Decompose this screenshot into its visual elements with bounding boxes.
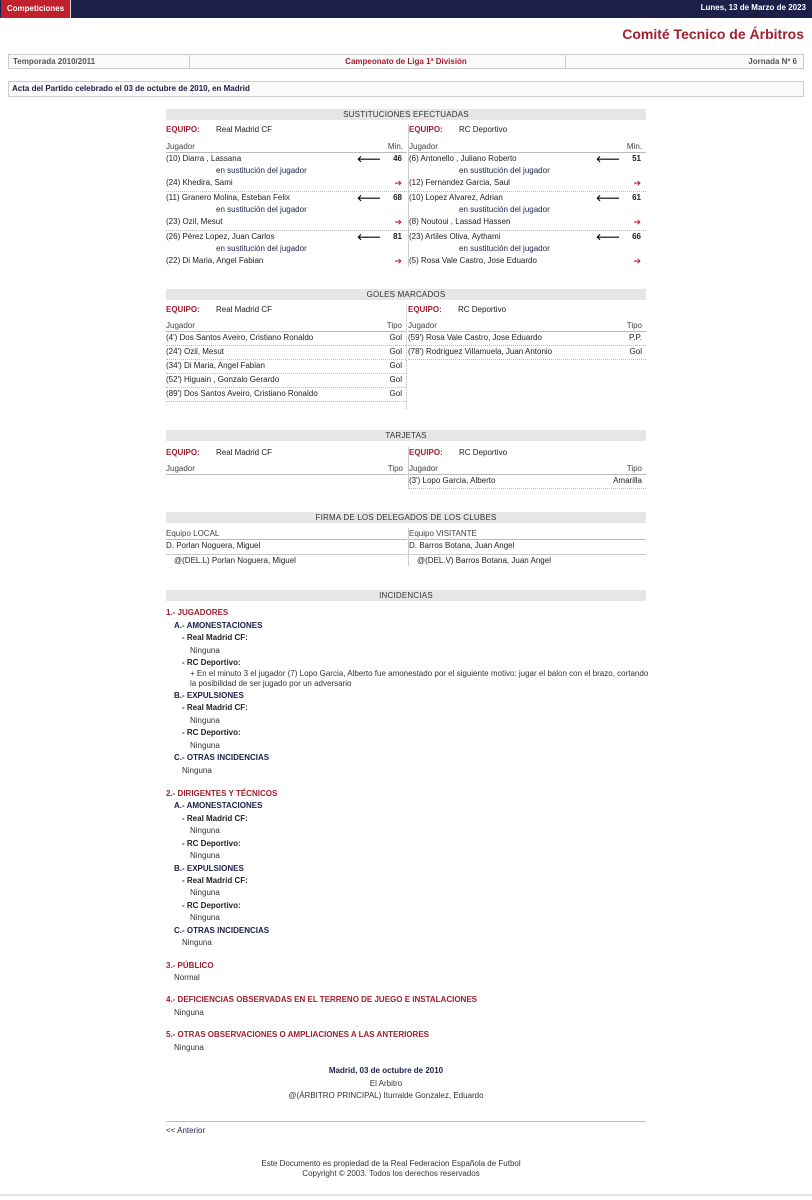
visit-delegate: D. Barros Botana, Juan Angel	[409, 541, 515, 550]
equipo-label: EQUIPO:	[166, 448, 200, 457]
footer-line2: Copyright © 2003. Todos los derechos reservados	[302, 1169, 480, 1178]
inc-value: Ninguna	[190, 826, 220, 835]
inc-publico: 3.- PÚBLICO	[166, 961, 214, 970]
sub-minute: 81	[393, 232, 402, 241]
inc-amonestacion-text: + En el minuto 3 el jugador (7) Lopo Garcia, Alberto fue amonestado por el siguiente motivo: jugar el balon con el brazo, cortando la posibilidad de ser jugado por un adversario	[190, 669, 649, 688]
goal-player: (4') Dos Santos Aveiro, Cristiano Ronaldo	[166, 333, 314, 342]
inc-value: Normal	[174, 973, 200, 982]
inc-value: Ninguna	[182, 938, 212, 947]
cards-section	[166, 430, 646, 492]
inc-value: Ninguna	[190, 741, 220, 750]
col-tipo: Tipo	[387, 464, 403, 473]
goal-type: Gol	[389, 333, 402, 342]
cards-local	[166, 447, 407, 475]
inc-team-visit: - RC Deportivo:	[182, 901, 241, 910]
local-label: Equipo LOCAL	[166, 529, 220, 538]
acta-title: Acta del Partido celebrado el 03 de octubre de 2010, en Madrid	[8, 81, 804, 97]
team-name: Real Madrid CF	[216, 125, 273, 134]
sub-note: en sustitución del jugador	[216, 166, 307, 175]
inc-otras: C.- OTRAS INCIDENCIAS	[174, 753, 270, 762]
col-jugador: Jugador	[409, 464, 438, 473]
col-min: Min.	[626, 142, 642, 151]
inc-team-visit: - RC Deportivo:	[182, 839, 241, 848]
inc-value: Ninguna	[174, 1008, 204, 1017]
inc-value: Ninguna	[174, 1043, 204, 1052]
sub-note: en sustitución del jugador	[459, 205, 550, 214]
col-tipo: Tipo	[386, 321, 402, 330]
goal-type: Gol	[389, 375, 402, 384]
goals-visitante	[408, 304, 646, 360]
delegates-section	[166, 512, 646, 572]
player-in: (23) Artiles Oliva, Aythami	[409, 232, 501, 241]
player-out: (24) Khedira, Sami	[166, 178, 233, 187]
arrow-right-icon: ➔	[394, 217, 402, 227]
anterior-link[interactable]: << Anterior	[166, 1126, 206, 1135]
championship-label: Campeonato de Liga 1ª División	[345, 57, 467, 66]
goal-type: Gol	[629, 347, 642, 356]
substitutions-local	[166, 124, 407, 267]
col-jugador: Jugador	[166, 464, 195, 473]
arrow-left-icon: 🡐	[356, 193, 381, 203]
card-type: Amarilla	[613, 476, 642, 485]
team-name: RC Deportivo	[459, 125, 508, 134]
match-info-bar	[8, 54, 804, 69]
inc-team-local: - Real Madrid CF:	[182, 814, 248, 823]
equipo-label: EQUIPO:	[408, 305, 442, 314]
inc-jugadores: 1.- JUGADORES	[166, 608, 229, 617]
team-name: RC Deportivo	[458, 305, 507, 314]
inc-team-local: - Real Madrid CF:	[182, 703, 248, 712]
card-player: (3') Lopo Garcia, Alberto	[409, 476, 496, 485]
player-out: (5) Rosa Vale Castro, Jose Eduardo	[409, 256, 537, 265]
inc-value: Ninguna	[190, 851, 220, 860]
arrow-left-icon: 🡐	[595, 193, 620, 203]
current-date: Lunes, 13 de Marzo de 2023	[700, 3, 806, 12]
sub-minute: 51	[632, 154, 641, 163]
sub-note: en sustitución del jugador	[459, 166, 550, 175]
equipo-label: EQUIPO:	[409, 125, 443, 134]
player-in: (10) Diarra , Lassana	[166, 154, 242, 163]
inc-dirigentes: 2.- DIRIGENTES Y TÉCNICOS	[166, 789, 278, 798]
local-signature: @(DEL.L) Porlan Noguera, Miguel	[174, 556, 296, 565]
section-heading: FIRMA DE LOS DELEGADOS DE LOS CLUBES	[166, 512, 646, 523]
goal-type: Gol	[389, 361, 402, 370]
visit-label: Equipo VISITANTE	[409, 529, 477, 538]
footer-line1: Este Documento es propiedad de la Real Federacion Española de Futbol	[261, 1159, 521, 1168]
player-in: (26) Pérez Lopez, Juan Carlos	[166, 232, 275, 241]
visit-signature: @(DEL.V) Barros Botana, Juan Angel	[417, 556, 551, 565]
equipo-label: EQUIPO:	[166, 305, 200, 314]
equipo-label: EQUIPO:	[166, 125, 200, 134]
team-name: Real Madrid CF	[216, 305, 273, 314]
arrow-left-icon: 🡐	[356, 232, 381, 242]
goal-type: P.P.	[628, 333, 642, 342]
player-out: (23) Ozil, Mesut	[166, 217, 223, 226]
col-jugador: Jugador	[166, 142, 195, 151]
goal-player: (34') Di Maria, Angel Fabian	[166, 361, 265, 370]
inc-value: Ninguna	[190, 716, 220, 725]
arrow-right-icon: ➔	[394, 256, 402, 266]
top-nav-bar	[0, 0, 812, 18]
sub-minute: 61	[632, 193, 641, 202]
page-title: Comité Tecnico de Árbitros	[622, 26, 804, 42]
inc-amonestaciones: A.- AMONESTACIONES	[174, 621, 263, 630]
season-label: Temporada 2010/2011	[13, 57, 96, 66]
inc-deficiencias: 4.- DEFICIENCIAS OBSERVADAS EN EL TERRENO DE JUEGO E INSTALACIONES	[166, 995, 478, 1004]
sub-minute: 68	[393, 193, 402, 202]
col-tipo: Tipo	[626, 464, 642, 473]
inc-team-visit: - RC Deportivo:	[182, 728, 241, 737]
inc-value: Ninguna	[190, 913, 220, 922]
sub-minute: 46	[393, 154, 402, 163]
col-jugador: Jugador	[408, 321, 437, 330]
team-name: RC Deportivo	[459, 448, 508, 457]
goals-section	[166, 289, 646, 411]
substitutions-section	[166, 109, 646, 267]
col-min: Min.	[387, 142, 403, 151]
inc-team-visit: - RC Deportivo:	[182, 658, 241, 667]
inc-observaciones: 5.- OTRAS OBSERVACIONES O AMPLIACIONES A LAS ANTERIORES	[166, 1030, 429, 1039]
signature-role: El Arbitro	[369, 1079, 403, 1088]
inc-expulsiones: B.- EXPULSIONES	[174, 691, 244, 700]
player-out: (12) Fernandez Garcia, Saul	[409, 178, 510, 187]
section-heading: SUSTITUCIONES EFECTUADAS	[166, 109, 646, 120]
player-in: (11) Granero Molina, Esteban Felix	[166, 193, 290, 202]
arrow-left-icon: 🡐	[595, 154, 620, 164]
arrow-right-icon: ➔	[394, 178, 402, 188]
team-name: Real Madrid CF	[216, 448, 273, 457]
section-heading: INCIDENCIAS	[166, 590, 646, 601]
equipo-label: EQUIPO:	[409, 448, 443, 457]
signature-name: @(ÁRBITRO PRINCIPAL) Iturralde Gonzalez, Eduardo	[288, 1091, 484, 1100]
goal-player: (24') Ozil, Mesut	[166, 347, 224, 356]
inc-value: Ninguna	[182, 766, 212, 775]
goal-player: (89') Dos Santos Aveiro, Cristiano Ronaldo	[166, 389, 318, 398]
local-delegate: D. Porlan Noguera, Miguel	[166, 541, 261, 550]
cards-visitante	[408, 447, 646, 489]
goal-player: (78') Rodriguez Villamuela, Juan Antonio	[408, 347, 553, 356]
col-jugador: Jugador	[409, 142, 438, 151]
inc-value: Ninguna	[190, 888, 220, 897]
goal-type: Gol	[389, 389, 402, 398]
col-tipo: Tipo	[626, 321, 642, 330]
arrow-left-icon: 🡐	[595, 232, 620, 242]
player-out: (22) Di Maria, Angel Fabian	[166, 256, 264, 265]
jornada-label: Jornada Nº 6	[748, 57, 797, 66]
sub-minute: 66	[632, 232, 641, 241]
arrow-right-icon: ➔	[633, 217, 641, 227]
inc-team-local: - Real Madrid CF:	[182, 876, 248, 885]
inc-expulsiones: B.- EXPULSIONES	[174, 864, 244, 873]
arrow-right-icon: ➔	[633, 178, 641, 188]
delegate-local	[166, 528, 407, 566]
col-jugador: Jugador	[166, 321, 195, 330]
sub-note: en sustitución del jugador	[459, 244, 550, 253]
divider	[565, 55, 566, 68]
goal-player: (52') Higuain , Gonzalo Gerardo	[166, 375, 280, 384]
goals-local	[166, 304, 407, 409]
inc-amonestaciones: A.- AMONESTACIONES	[174, 801, 263, 810]
player-in: (10) Lopez Alvarez, Adrian	[409, 193, 503, 202]
signature-place-date: Madrid, 03 de octubre de 2010	[328, 1066, 444, 1075]
incidents-section	[166, 590, 646, 601]
sub-note: en sustitución del jugador	[216, 205, 307, 214]
arrow-right-icon: ➔	[633, 256, 641, 266]
tab-competiciones[interactable]: Competiciones	[1, 0, 71, 18]
player-out: (8) Noutoui , Lassad Hassen	[409, 217, 511, 226]
section-heading: TARJETAS	[166, 430, 646, 441]
inc-otras: C.- OTRAS INCIDENCIAS	[174, 926, 270, 935]
divider	[166, 1121, 646, 1122]
section-heading: GOLES MARCADOS	[166, 289, 646, 300]
sub-note: en sustitución del jugador	[216, 244, 307, 253]
goal-type: Gol	[389, 347, 402, 356]
player-in: (6) Antonello , Juliano Roberto	[409, 154, 517, 163]
inc-team-local: - Real Madrid CF:	[182, 633, 248, 642]
substitutions-visitante	[408, 124, 646, 267]
goal-player: (59') Rosa Vale Castro, Jose Eduardo	[408, 333, 542, 342]
footer-divider	[0, 1194, 812, 1196]
inc-value: Ninguna	[190, 646, 220, 655]
delegate-visitante	[408, 528, 646, 566]
arrow-left-icon: 🡐	[356, 154, 381, 164]
